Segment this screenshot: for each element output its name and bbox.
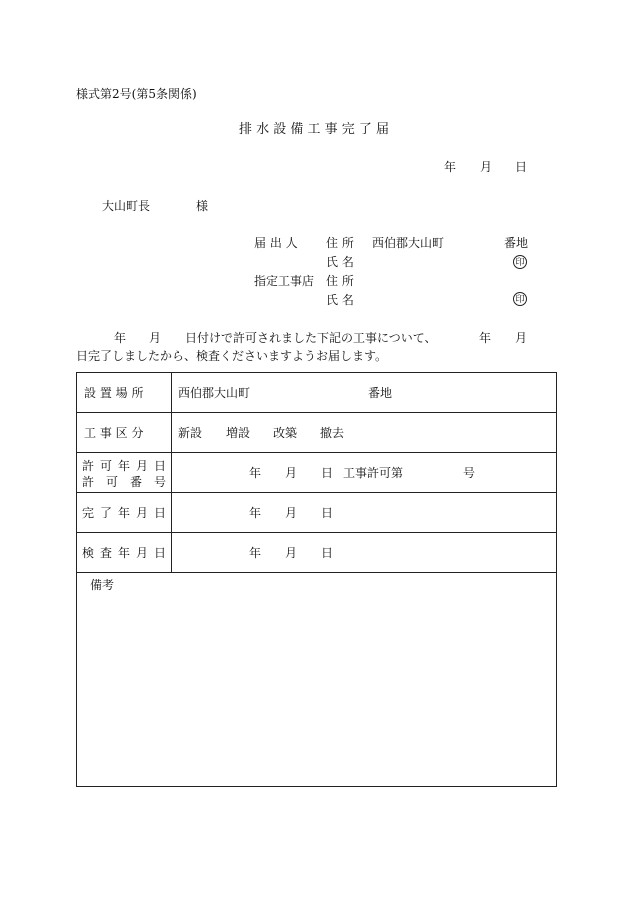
body-month: 月 bbox=[149, 331, 162, 345]
contractor-address-label: 住 所 bbox=[326, 274, 354, 288]
permit-number-label: 許 可 番 号 bbox=[82, 475, 166, 489]
date-month: 月 bbox=[480, 160, 493, 174]
body-line2-text: 日完了しましたから、検査くださいますようお届します。 bbox=[76, 349, 388, 363]
notifier-role-label: 届 出 人 bbox=[254, 236, 298, 250]
permit-number-suffix: 号 bbox=[463, 466, 476, 480]
table-row-divider bbox=[77, 452, 556, 453]
completion-date-label: 完 了 年 月 日 bbox=[82, 506, 166, 520]
body-year: 年 bbox=[114, 331, 127, 345]
inspection-date-label: 検 査 年 月 日 bbox=[82, 546, 166, 560]
table-row-divider bbox=[77, 412, 556, 413]
permit-day: 日 bbox=[321, 466, 334, 480]
form-number: 様式第2号(第5条関係) bbox=[76, 87, 197, 101]
inspection-year: 年 bbox=[249, 546, 262, 560]
addressee-name: 大山町長 bbox=[102, 199, 151, 213]
inspection-month: 月 bbox=[285, 546, 298, 560]
work-type-option-remove: 撤去 bbox=[320, 426, 345, 440]
completion-day: 日 bbox=[321, 506, 334, 520]
location-suffix: 番地 bbox=[368, 386, 393, 400]
work-type-option-new: 新設 bbox=[178, 426, 203, 440]
body-year2: 年 bbox=[479, 331, 492, 345]
notifier-address-suffix: 番地 bbox=[504, 236, 529, 250]
work-type-option-renovate: 改築 bbox=[273, 426, 298, 440]
notifier-address-prefix: 西伯郡大山町 bbox=[372, 236, 445, 250]
work-type-label: 工 事 区 分 bbox=[84, 426, 144, 440]
inspection-day: 日 bbox=[321, 546, 334, 560]
table-column-divider bbox=[171, 373, 172, 572]
addressee-honorific: 様 bbox=[196, 199, 209, 213]
body-month2: 月 bbox=[515, 331, 528, 345]
permit-month: 月 bbox=[285, 466, 298, 480]
table-row-divider bbox=[77, 572, 556, 573]
document-title: 排 水 設 備 工 事 完 了 届 bbox=[239, 122, 390, 137]
table-row-divider bbox=[77, 532, 556, 533]
location-label: 設 置 場 所 bbox=[84, 386, 144, 400]
work-type-option-expand: 増設 bbox=[226, 426, 251, 440]
table-row-divider bbox=[77, 492, 556, 493]
permit-date-label: 許 可 年 月 日 bbox=[82, 459, 166, 473]
date-year: 年 bbox=[444, 160, 457, 174]
contractor-name-label: 氏 名 bbox=[326, 293, 354, 307]
completion-year: 年 bbox=[249, 506, 262, 520]
details-table bbox=[76, 372, 557, 787]
body-line1-text: 日付けで許可されました下記の工事について、 bbox=[185, 331, 437, 345]
remarks-label: 備考 bbox=[90, 578, 115, 592]
permit-number-prefix: 工事許可第 bbox=[343, 466, 404, 480]
notifier-address-label: 住 所 bbox=[326, 236, 354, 250]
notifier-seal-icon: 印 bbox=[513, 255, 527, 269]
permit-year: 年 bbox=[249, 466, 262, 480]
contractor-role-label: 指定工事店 bbox=[254, 274, 315, 288]
date-day: 日 bbox=[515, 160, 528, 174]
contractor-seal-icon: 印 bbox=[513, 292, 527, 306]
completion-month: 月 bbox=[285, 506, 298, 520]
notifier-name-label: 氏 名 bbox=[326, 255, 354, 269]
location-value: 西伯郡大山町 bbox=[178, 386, 251, 400]
